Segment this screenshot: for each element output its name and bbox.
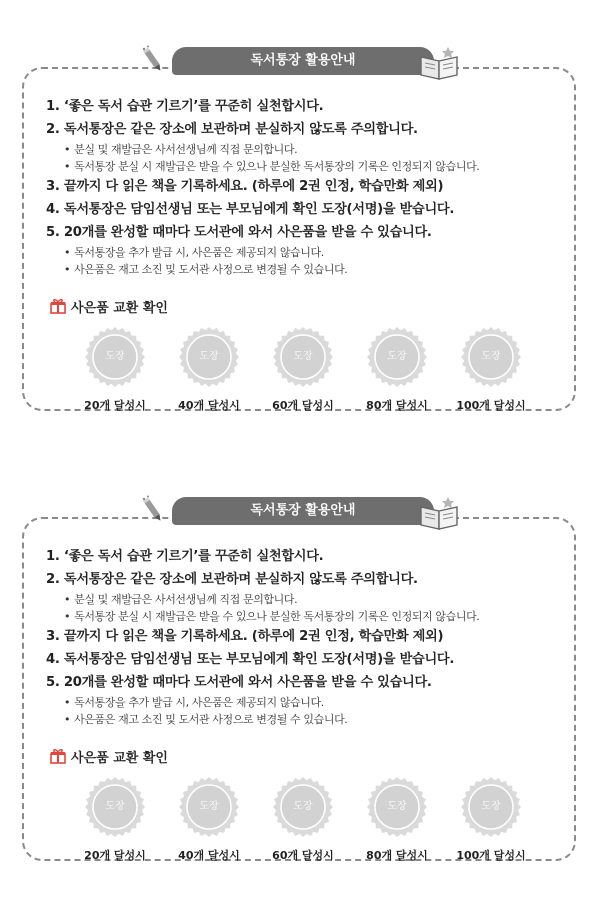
- guide-item: 2. 독서통장은 같은 장소에 보관하며 분실하지 않도록 주의합니다.: [46, 122, 418, 137]
- guide-subitem: • 독서통장을 추가 발급 시, 사은품은 제공되지 않습니다.: [46, 694, 566, 711]
- guide-subitem: • 사은품은 재고 소진 및 도서관 사정으로 변경될 수 있습니다.: [46, 261, 566, 278]
- page-title: 독서통장 활용안내: [172, 47, 434, 75]
- seal-icon: [179, 777, 239, 837]
- stamp-row: [68, 777, 538, 863]
- stamp-slot: [444, 777, 538, 863]
- book-icon: [418, 45, 460, 81]
- pencil-icon: [140, 495, 166, 525]
- seal-text: 도장: [293, 351, 313, 362]
- guide-item: 2. 독서통장은 같은 장소에 보관하며 분실하지 않도록 주의합니다.: [46, 572, 418, 587]
- gift-heading-label: 사은품 교환 확인: [71, 750, 168, 766]
- stamp-slot: [162, 327, 256, 413]
- guide-item: 5. 20개를 완성할 때마다 도서관에 와서 사은품을 받을 수 있습니다.: [46, 225, 432, 240]
- seal-icon: [367, 327, 427, 387]
- stamp-label: 80개 달성시: [366, 849, 428, 862]
- stamp-slot: [68, 777, 162, 863]
- pencil-icon: [140, 45, 166, 75]
- seal-icon: [273, 777, 333, 837]
- page-title: 독서통장 활용안내: [172, 497, 434, 525]
- stamp-label: 20개 달성시: [84, 399, 146, 412]
- guide-item: 1. ‘좋은 독서 습관 기르기’를 꾸준히 실천합시다.: [46, 549, 324, 564]
- book-icon: [418, 495, 460, 531]
- gift-heading: [50, 297, 168, 315]
- seal-text: 도장: [387, 351, 407, 362]
- gift-icon: [50, 298, 66, 314]
- guide-item: 4. 독서통장은 담임선생님 또는 부모님에게 확인 도장(서명)을 받습니다.: [46, 202, 455, 217]
- seal-icon: [179, 327, 239, 387]
- seal-icon: [85, 327, 145, 387]
- stamp-label: 100개 달성시: [456, 399, 526, 412]
- seal-icon: [461, 777, 521, 837]
- seal-text: 도장: [199, 351, 219, 362]
- guide-list: [46, 545, 566, 728]
- seal-icon: [367, 777, 427, 837]
- seal-text: 도장: [105, 801, 125, 812]
- guide-card-top: [0, 45, 600, 465]
- seal-text: 도장: [199, 801, 219, 812]
- guide-item: 3. 끝까지 다 읽은 책을 기록하세요. (하루에 2권 인정, 학습만화 제외): [46, 179, 444, 194]
- seal-icon: [273, 327, 333, 387]
- stamp-label: 40개 달성시: [178, 849, 240, 862]
- stamp-slot: [444, 327, 538, 413]
- seal-icon: [85, 777, 145, 837]
- stamp-label: 60개 달성시: [272, 849, 334, 862]
- guide-subitem: • 독서통장을 추가 발급 시, 사은품은 제공되지 않습니다.: [46, 244, 566, 261]
- stamp-label: 80개 달성시: [366, 399, 428, 412]
- seal-text: 도장: [293, 801, 313, 812]
- stamp-label: 100개 달성시: [456, 849, 526, 862]
- stamp-slot: [162, 777, 256, 863]
- stamp-label: 60개 달성시: [272, 399, 334, 412]
- guide-item: 4. 독서통장은 담임선생님 또는 부모님에게 확인 도장(서명)을 받습니다.: [46, 652, 455, 667]
- guide-subitem: • 독서통장 분실 시 재발급은 받을 수 있으나 분실한 독서통장의 기록은 인정되지 않습니다.: [46, 158, 566, 175]
- stamp-slot: [350, 327, 444, 413]
- guide-subitem: • 분실 및 재발급은 사서선생님께 직접 문의합니다.: [46, 141, 566, 158]
- seal-text: 도장: [481, 801, 501, 812]
- stamp-slot: [256, 777, 350, 863]
- seal-icon: [461, 327, 521, 387]
- guide-item: 5. 20개를 완성할 때마다 도서관에 와서 사은품을 받을 수 있습니다.: [46, 675, 432, 690]
- guide-subitem: • 분실 및 재발급은 사서선생님께 직접 문의합니다.: [46, 591, 566, 608]
- guide-item: 1. ‘좋은 독서 습관 기르기’를 꾸준히 실천합시다.: [46, 99, 324, 114]
- stamp-slot: [68, 327, 162, 413]
- stamp-slot: [256, 327, 350, 413]
- guide-item: 3. 끝까지 다 읽은 책을 기록하세요. (하루에 2권 인정, 학습만화 제외): [46, 629, 444, 644]
- stamp-slot: [350, 777, 444, 863]
- guide-list: [46, 95, 566, 278]
- seal-text: 도장: [105, 351, 125, 362]
- gift-heading-label: 사은품 교환 확인: [71, 300, 168, 316]
- gift-heading: [50, 747, 168, 765]
- gift-icon: [50, 748, 66, 764]
- guide-subitem: • 사은품은 재고 소진 및 도서관 사정으로 변경될 수 있습니다.: [46, 711, 566, 728]
- guide-subitem: • 독서통장 분실 시 재발급은 받을 수 있으나 분실한 독서통장의 기록은 인정되지 않습니다.: [46, 608, 566, 625]
- seal-text: 도장: [387, 801, 407, 812]
- guide-card-bottom: [0, 495, 600, 915]
- stamp-label: 40개 달성시: [178, 399, 240, 412]
- stamp-row: [68, 327, 538, 413]
- stamp-label: 20개 달성시: [84, 849, 146, 862]
- seal-text: 도장: [481, 351, 501, 362]
